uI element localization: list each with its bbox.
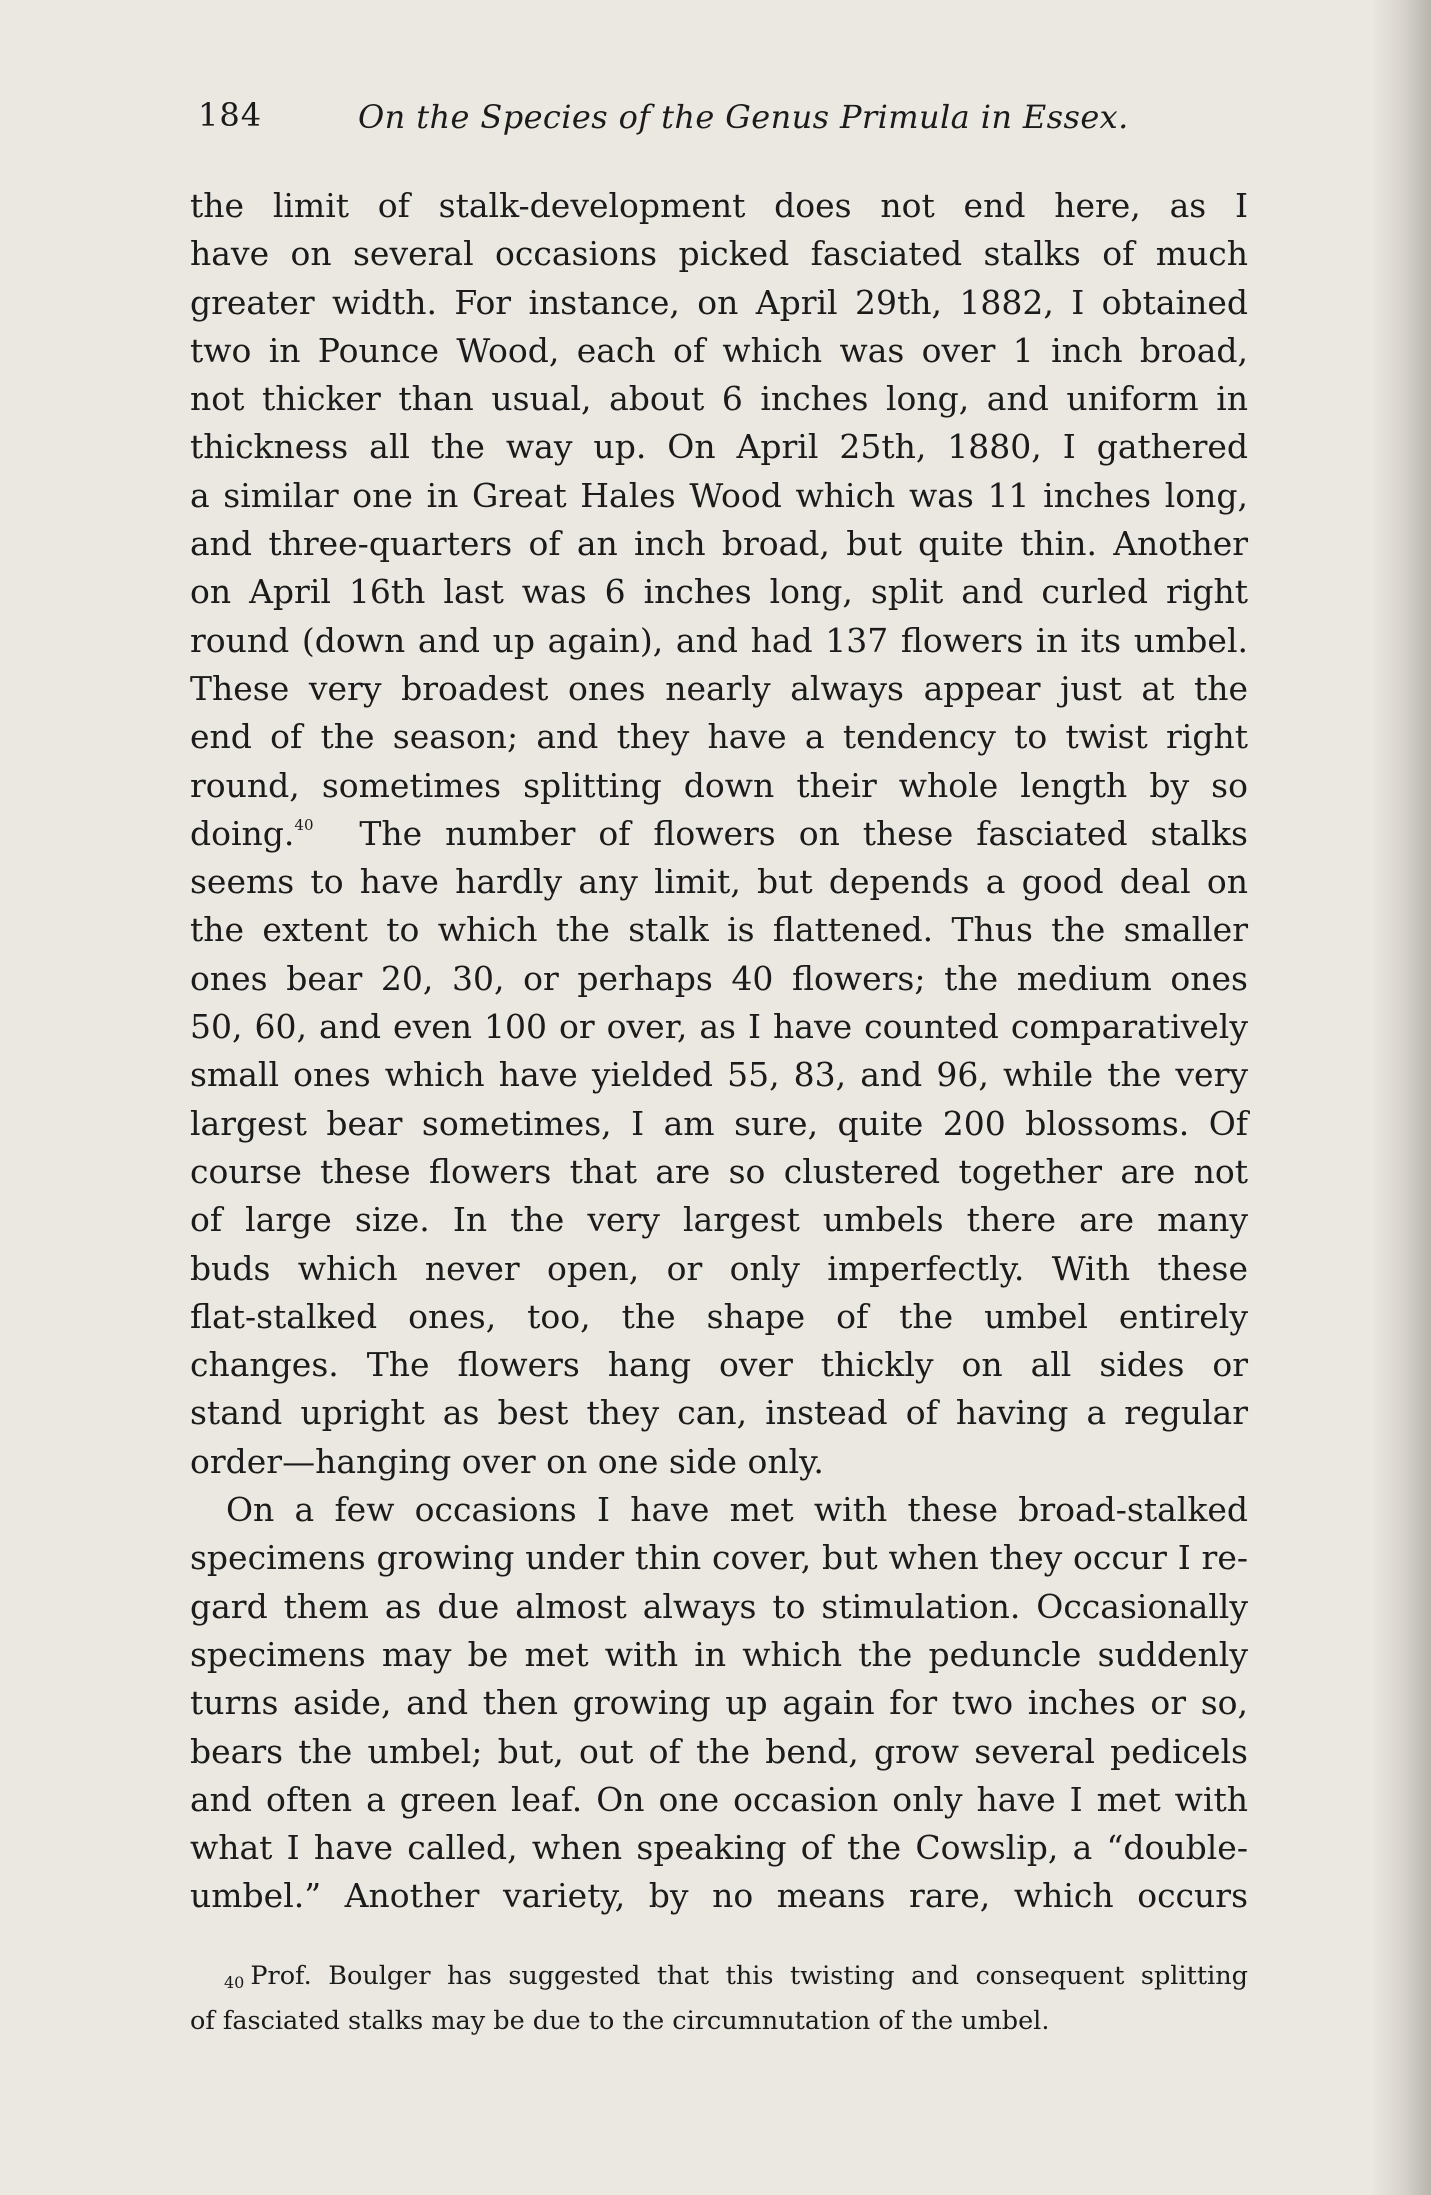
text-line: thickness all the way up. On April 25th, 1880, I gathered (190, 427, 1248, 467)
text-line: umbel.” Another variety, by no means rare, which occurs (190, 1876, 1248, 1916)
text-line: gard them as due almost always to stimulation. Occasionally (190, 1586, 1248, 1626)
page-number: 184 (198, 96, 263, 134)
text-line: small ones which have yielded 55, 83, and 96, while the very (190, 1055, 1248, 1095)
footnote (190, 1954, 1248, 2044)
footnote-text: Prof. Boulger has suggested that this twisting and consequent splitting (250, 1961, 1248, 1991)
line-prefix: doing. (190, 813, 295, 853)
page-header (190, 96, 1250, 152)
text-line: and often a green leaf. On one occasion only have I met with (190, 1779, 1248, 1819)
body-text (190, 182, 1248, 1921)
line-rest: The number of flowers on these fasciated stalks (359, 813, 1248, 853)
text-line: on April 16th last was 6 inches long, split and curled right (190, 572, 1248, 612)
footnote-line (190, 1954, 1248, 1999)
footnote-line: of fasciated stalks may be due to the circumnutation of the umbel. (190, 2006, 1050, 2036)
text-line: stand upright as best they can, instead of having a regular (190, 1393, 1248, 1433)
text-line: course these flowers that are so clustered together are not (190, 1151, 1248, 1191)
text-line: what I have called, when speaking of the Cowslip, a “double- (190, 1828, 1248, 1868)
text-line: specimens growing under thin cover, but when they occur I re- (190, 1538, 1248, 1578)
footnote-reference: 40 (294, 815, 314, 834)
text-line: of large size. In the very largest umbels there are many (190, 1200, 1248, 1240)
text-line: the limit of stalk-development does not end here, as I (190, 186, 1248, 225)
text-line: the extent to which the stalk is flattened. Thus the smaller (190, 910, 1248, 950)
text-line: and three-quarters of an inch broad, but quite thin. Another (190, 524, 1248, 564)
text-line: changes. The flowers hang over thickly on all sides or (190, 1345, 1248, 1385)
text-line: round (down and up again), and had 137 flowers in its umbel. (190, 620, 1248, 660)
text-line: flat-stalked ones, too, the shape of the umbel entirely (190, 1296, 1248, 1336)
text-line: have on several occasions picked fasciated stalks of much (190, 234, 1248, 274)
text-line-paragraph-end: order—hanging over on one side only. (190, 1441, 824, 1481)
text-line: not thicker than usual, about 6 inches long, and uniform in (190, 379, 1248, 419)
page-edge-shadow (1371, 0, 1431, 2195)
text-line: greater width. For instance, on April 29th, 1882, I obtained (190, 282, 1248, 322)
text-line: a similar one in Great Hales Wood which was 11 inches long, (190, 475, 1248, 515)
text-line: ones bear 20, 30, or perhaps 40 flowers; the medium ones (190, 958, 1248, 998)
text-line: two in Pounce Wood, each of which was over 1 inch broad, (190, 330, 1248, 370)
footnote-mark: 40 (224, 1973, 245, 1992)
text-line: turns aside, and then growing up again for two inches or so, (190, 1683, 1248, 1723)
text-line: seems to have hardly any limit, but depends a good deal on (190, 862, 1248, 902)
text-line-with-footnote-ref (190, 810, 1248, 858)
text-line: buds which never open, or only imperfectly. With these (190, 1248, 1248, 1288)
text-line: end of the season; and they have a tendency to twist right (190, 717, 1248, 757)
text-line: 50, 60, and even 100 or over, as I have counted comparatively (190, 1007, 1248, 1047)
text-line-paragraph-start: On a few occasions I have met with these broad-stalked (226, 1490, 1248, 1530)
text-line: largest bear sometimes, I am sure, quite 200 blossoms. Of (190, 1103, 1248, 1143)
text-line: These very broadest ones nearly always appear just at the (190, 668, 1248, 708)
text-line: bears the umbel; but, out of the bend, grow several pedicels (190, 1731, 1248, 1771)
text-line: specimens may be met with in which the peduncle suddenly (190, 1634, 1248, 1674)
text-line: round, sometimes splitting down their whole length by so (190, 765, 1248, 805)
running-title: On the Species of the Genus Primula in Essex. (358, 98, 1129, 136)
